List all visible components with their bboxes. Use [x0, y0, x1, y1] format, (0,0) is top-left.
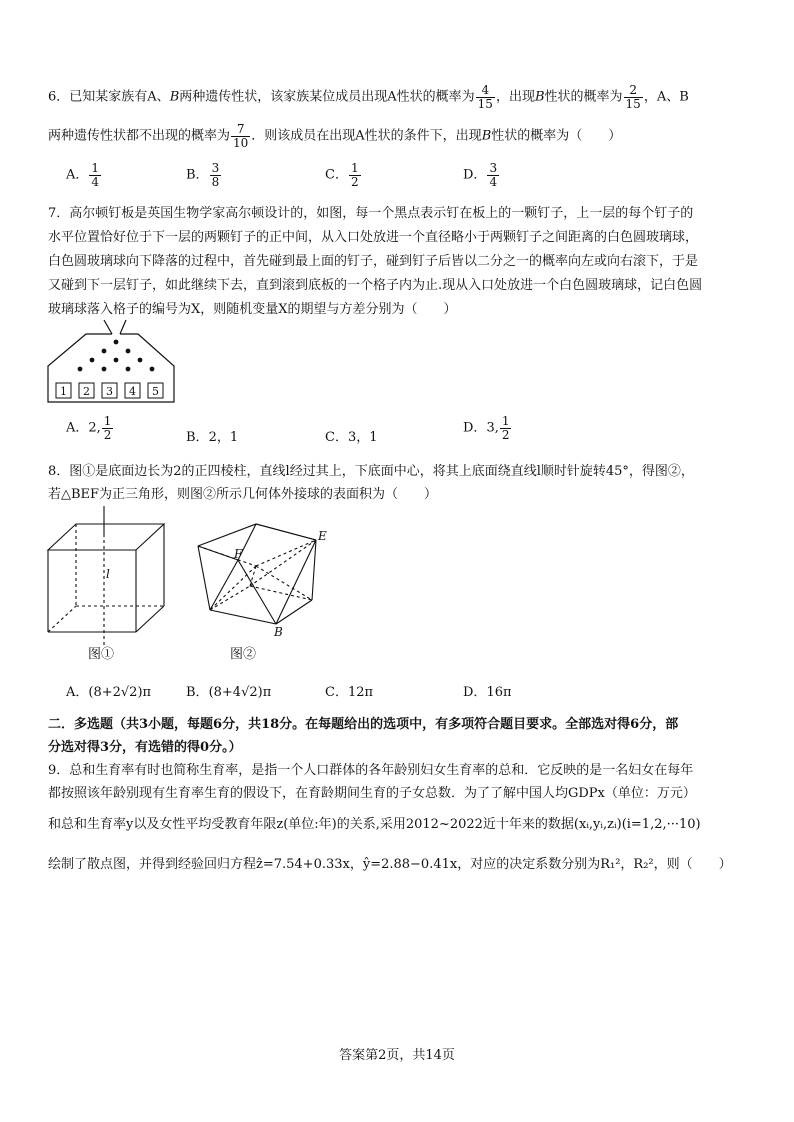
option-label: B． [186, 167, 209, 183]
galton-board-figure [46, 318, 186, 408]
peg [78, 367, 83, 372]
option-label: B． [186, 430, 209, 445]
q6-text-1: 6．已知某家族有 [48, 89, 148, 105]
q6-frac-b [624, 84, 643, 110]
q6-text-8: ，出现 [495, 89, 535, 105]
option-text: 2，1 [208, 430, 239, 445]
funnel-left [104, 320, 112, 334]
frac-den: 15 [625, 96, 641, 111]
frac-num: 1 [350, 161, 359, 175]
hidden-bottom-edge [250, 586, 312, 600]
frac-den: 10 [233, 135, 249, 150]
antiprism-figure-2 [194, 520, 334, 666]
point-f-label: F [234, 547, 243, 561]
hidden-edge [256, 566, 312, 600]
q9-line-4: 绘制了散点图，并得到经验回归方程ẑ=7.54+0.33x，ŷ=2.88−0.41x，对应的决定系数分别为R₁²，R₂²，则（ ） [48, 857, 732, 872]
q6-text-3: 、 [156, 89, 170, 105]
q6-text-14: B [481, 128, 492, 144]
q7-option-b[interactable] [186, 426, 238, 445]
page-footer: 答案第2页，共14页 [339, 1048, 455, 1063]
q6-text-7: 性状的概率为 [396, 89, 475, 105]
q7-line-5: 玻璃球落入格子的编号为X，则随机变量X的期望与方差分别为（ ） [48, 302, 457, 317]
peg [90, 358, 95, 363]
frac-num: 7 [231, 123, 250, 137]
q6-option-d[interactable] [463, 162, 500, 188]
q6-text-5: 两种遗传性状，该家族某位成员出现 [179, 89, 388, 105]
bottom-edge [210, 610, 276, 624]
hidden-bottom-edge [210, 586, 250, 610]
option-text: 12π [347, 685, 374, 700]
peg [114, 340, 119, 345]
edge [136, 606, 164, 632]
funnel-right [120, 320, 126, 334]
q6-option-b[interactable] [186, 162, 222, 188]
side-edge [238, 560, 276, 624]
peg [150, 367, 155, 372]
q6-option-c[interactable] [325, 162, 362, 188]
section-heading-line-1: 二．多选题（共3小题，每题6分，共18分。在每题给出的选项中，有多项符合题目要求。全部选对得6分，部 [48, 717, 679, 732]
option-label: C． [325, 430, 348, 445]
q7-line-2: 水平位置恰好位于下一层的两颗钉子的正中间，从入口处放进一个直径略小于两颗钉子之间距离的白色圆玻璃球， [48, 230, 699, 245]
frac-den: 15 [477, 96, 493, 111]
q8-option-b[interactable] [186, 681, 271, 700]
option-text: 3，1 [347, 430, 378, 445]
peg [138, 358, 143, 363]
slot-label: 2 [83, 385, 90, 398]
option-text: 2, [88, 420, 101, 436]
option-text: (8+4√2)π [208, 685, 272, 700]
q7-option-c[interactable] [325, 426, 378, 445]
top-face [48, 524, 164, 550]
q9-line-2: 都按照该年龄别现有生育率生育的假设下，在育龄期间生育的子女总数．为了了解中国人均GDPx（单位：万元） [48, 786, 696, 801]
line-l-label: l [106, 567, 110, 581]
q6-text-2: A [147, 89, 157, 105]
q8-option-a[interactable] [66, 681, 151, 700]
point-b-label: B [274, 625, 283, 639]
slot-label: 4 [129, 385, 136, 398]
q7-line-1: 7．高尔顿钉板是英国生物学家高尔顿设计的，如图，每一个黑点表示钉在板上的一颗钉子，上一层的每个钉子的 [48, 206, 694, 221]
peg [102, 367, 107, 372]
figure-caption-1: 图① [88, 647, 115, 662]
q6-option-a[interactable] [66, 162, 102, 188]
option-frac [102, 415, 114, 441]
q9-line-1: 9．总和生育率有时也简称生育率，是指一个人口群体的各年龄别妇女生育率的总和．它反映的是一名妇女在每年 [48, 763, 694, 778]
q6-text-12: 两种遗传性状都不出现的概率为 [48, 128, 231, 144]
q8-option-c[interactable] [325, 681, 373, 700]
hidden-edge [48, 606, 76, 632]
option-label: A． [66, 420, 89, 436]
frac-den: 2 [103, 427, 112, 442]
q6-text-11: ，A、B [643, 89, 689, 105]
q7-option-a[interactable] [66, 415, 114, 441]
point-e-label: E [318, 529, 327, 543]
slot-label: 3 [106, 385, 113, 398]
frac-num: 1 [91, 161, 100, 175]
option-text: (8+2√2)π [88, 685, 152, 700]
q8-line-2: 若△BEF为正三角形，则图②所示几何体外接球的表面积为（ ） [48, 487, 438, 502]
frac-num: 3 [489, 161, 498, 175]
side-edge [198, 546, 238, 560]
peg [114, 358, 119, 363]
frac-num: 2 [624, 84, 643, 98]
option-frac [500, 415, 512, 441]
side-edge [312, 540, 316, 600]
frac-den: 2 [350, 174, 359, 189]
frac-den: 8 [211, 174, 220, 189]
hidden-edge [210, 566, 256, 610]
hidden-top-edge [256, 540, 316, 566]
option-label: D． [463, 685, 487, 700]
option-frac [210, 162, 222, 188]
option-frac [349, 162, 361, 188]
hidden-edge [250, 540, 316, 586]
frac-den: 4 [91, 174, 100, 189]
slot-label: 5 [152, 385, 159, 398]
peg [126, 349, 131, 354]
option-text: 16π [486, 685, 512, 700]
frac-num: 3 [211, 161, 220, 175]
option-label: A． [66, 685, 89, 700]
option-frac [487, 162, 499, 188]
option-label: D． [463, 167, 487, 183]
q6-text-10: 性状的概率为 [544, 89, 623, 105]
prism-figure-1 [46, 506, 176, 666]
peg [126, 367, 131, 372]
frac-den: 4 [489, 174, 498, 189]
q8-option-d[interactable] [463, 681, 512, 700]
q6-text-15: 性状的概率为（ ） [491, 128, 622, 144]
q7-option-d[interactable] [463, 415, 512, 441]
q7-line-3: 白色圆玻璃球向下降落的过程中，首先碰到最上面的钉子，碰到钉子后皆以二分之一的概率向左或向右滚下，于是 [48, 254, 699, 269]
q6-text-4: B [169, 89, 180, 105]
q6-frac-a [476, 84, 495, 110]
pegs [78, 340, 155, 372]
q8-line-1: 8．图①是底面边长为2的正四棱柱，直线l经过其上，下底面中心，将其上底面绕直线l顺时针旋转45°，得图②， [48, 464, 694, 479]
q7-line-4: 又碰到下一层钉子，如此继续下去，直到滚到底板的一个格子内为止.现从入口处放进一个白色圆玻璃球，记白色圆 [48, 278, 703, 293]
side-edge [256, 524, 316, 540]
option-frac [89, 162, 101, 188]
frac-num: 4 [476, 84, 495, 98]
section-heading-line-2: 分选对得3分，有选错的得0分。） [48, 740, 242, 755]
option-text: 3, [486, 420, 499, 436]
slot-label: 1 [60, 385, 67, 398]
frac-num: 1 [501, 414, 510, 428]
figure-caption-2: 图② [230, 647, 257, 662]
q6-text-6: A [387, 89, 397, 105]
side-edge [198, 546, 210, 610]
option-label: A． [66, 167, 89, 183]
frac-num: 1 [103, 414, 112, 428]
side-edge [210, 560, 238, 610]
peg [102, 349, 107, 354]
q9-line-3: 和总和生育率y以及女性平均受教育年限z(单位:年)的关系,采用2012~2022近十年来的数据(xᵢ,yᵢ,zᵢ)(i=1,2,···10) [48, 817, 701, 832]
q6-text-13: ．则该成员在出现A性状的条件下，出现 [251, 128, 482, 144]
option-label: C． [325, 167, 348, 183]
frac-den: 2 [501, 427, 510, 442]
q6-text-9: B [534, 89, 545, 105]
q6-line2 [48, 123, 621, 149]
option-label: B． [186, 685, 209, 700]
option-label: C． [325, 685, 348, 700]
q6-frac-c [231, 123, 250, 149]
option-label: D． [463, 420, 487, 436]
q6-line1 [48, 84, 689, 110]
